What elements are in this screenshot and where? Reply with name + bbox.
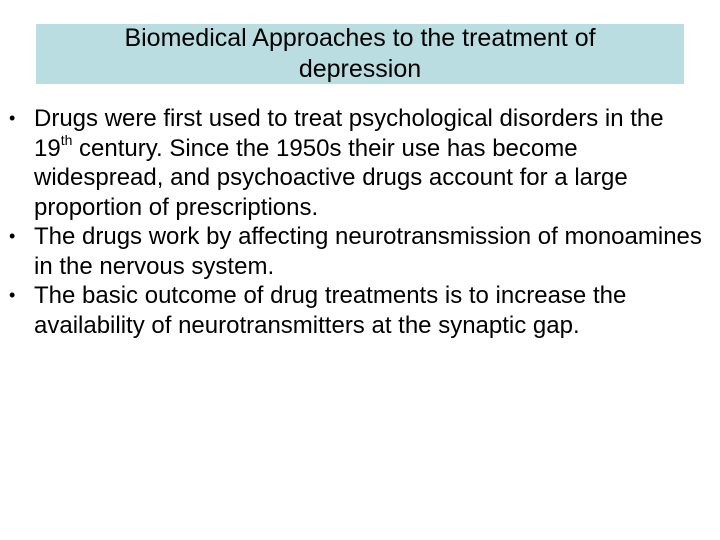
bullet-text: The basic outcome of drug treatments is to increase the availability of neurotransmitters at the synaptic gap. [34, 282, 627, 339]
bullet-icon: • [9, 285, 16, 305]
bullet-item [0, 281, 720, 340]
title-box [36, 24, 684, 84]
bullet-item [0, 222, 720, 281]
bullet-text: The drugs work by affecting neurotransmission of monoamines in the nervous system. [34, 223, 702, 280]
bullet-icon: • [9, 108, 16, 128]
bullet-list [0, 104, 720, 340]
bullet-text-part: Drugs were first used to treat psychological disorders in the 19 [34, 105, 664, 162]
slide-title: Biomedical Approaches to the treatment of depression [124, 24, 596, 83]
bullet-superscript: th [60, 131, 73, 148]
bullet-text-part: century. Since the 1950s their use has become widespread, and psychoactive drugs account for a large proportion of prescriptions. [34, 134, 628, 221]
bullet-item [0, 104, 720, 222]
bullet-icon: • [9, 226, 16, 246]
